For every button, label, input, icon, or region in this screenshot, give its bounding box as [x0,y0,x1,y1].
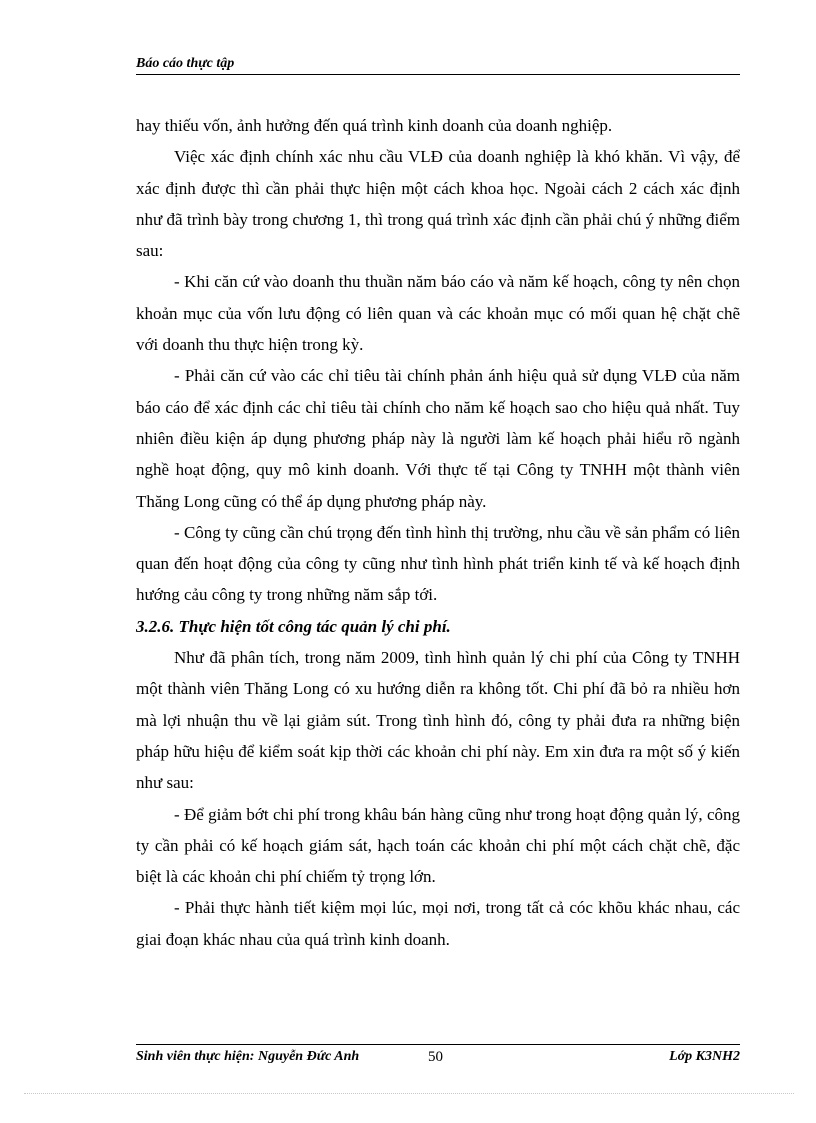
page-edge-divider [24,1093,794,1094]
paragraph-1: hay thiếu vốn, ảnh hưởng đến quá trình kinh doanh của doanh nghiệp. [136,116,613,135]
paragraph-3: - Khi căn cứ vào doanh thu thuần năm báo cáo và năm kế hoạch, công ty nên chọn khoản mục của vốn lưu động có liên quan và các khoản mục có mối quan hệ chặt chẽ với doanh thu thực hiện trong kỳ. [136,272,740,355]
page-content [136,110,740,955]
footer-class: Lớp K3NH2 [669,1049,740,1064]
paragraph-4: - Phải căn cứ vào các chỉ tiêu tài chính phản ánh hiệu quả sử dụng VLĐ của năm báo cáo để xác định các chỉ tiêu tài chính cho năm kế hoạch sao cho hiệu quả nhất. Tuy nhiên điều kiện áp dụng phương pháp này là người làm kế hoạch phải hiểu rõ ngành nghề hoạt động, quy mô kinh doanh. Với thực tế tại Công ty TNHH một thành viên Thăng Long cũng có thể áp dụng phương pháp này. [136,366,740,511]
section-heading: 3.2.6. Thực hiện tốt công tác quản lý chi phí. [136,616,451,636]
paragraph-2: Việc xác định chính xác nhu cầu VLĐ của doanh nghiệp là khó khăn. Vì vậy, để xác định được thì cần phải thực hiện một cách khoa học. Ngoài cách 2 cách xác định như đã trình bày trong chương 1, thì trong quá trình xác định cần phải chú ý những điểm sau: [136,147,740,261]
header-title: Báo cáo thực tập [136,56,235,71]
paragraph-5: - Công ty cũng cần chú trọng đến tình hình thị trường, nhu cầu về sản phẩm có liên quan đến hoạt động của công ty cũng như tình hình phát triển kinh tế và kế hoạch định hướng cảu công ty trong những năm sắp tới. [136,522,740,605]
page-number: 50 [428,1049,443,1065]
paragraph-6: Như đã phân tích, trong năm 2009, tình hình quản lý chi phí của Công ty TNHH một thành viên Thăng Long có xu hướng diễn ra không tốt. Chi phí đã bỏ ra nhiều hơn mà lợi nhuận thu về lại giảm sút. Trong tình hình đó, công ty phải đưa ra những biện pháp hữu hiệu để kiểm soát kịp thời các khoản chi phí này. Em xin đưa ra một số ý kiến như sau: [136,648,740,793]
page-footer [136,1044,740,1065]
footer-author: Sinh viên thực hiện: Nguyễn Đức Anh [136,1049,360,1064]
page-header [136,56,740,75]
paragraph-7: - Để giảm bớt chi phí trong khâu bán hàng cũng như trong hoạt động quản lý, công ty cần phải có kế hoạch giám sát, hạch toán các khoản chi phí một cách chặt chẽ, đặc biệt là các khoản chi phí chiếm tỷ trọng lớn. [136,804,740,887]
paragraph-8: - Phải thực hành tiết kiệm mọi lúc, mọi nơi, trong tất cả cóc khõu khác nhau, các giai đoạn khác nhau của quá trình kinh doanh. [136,898,740,949]
